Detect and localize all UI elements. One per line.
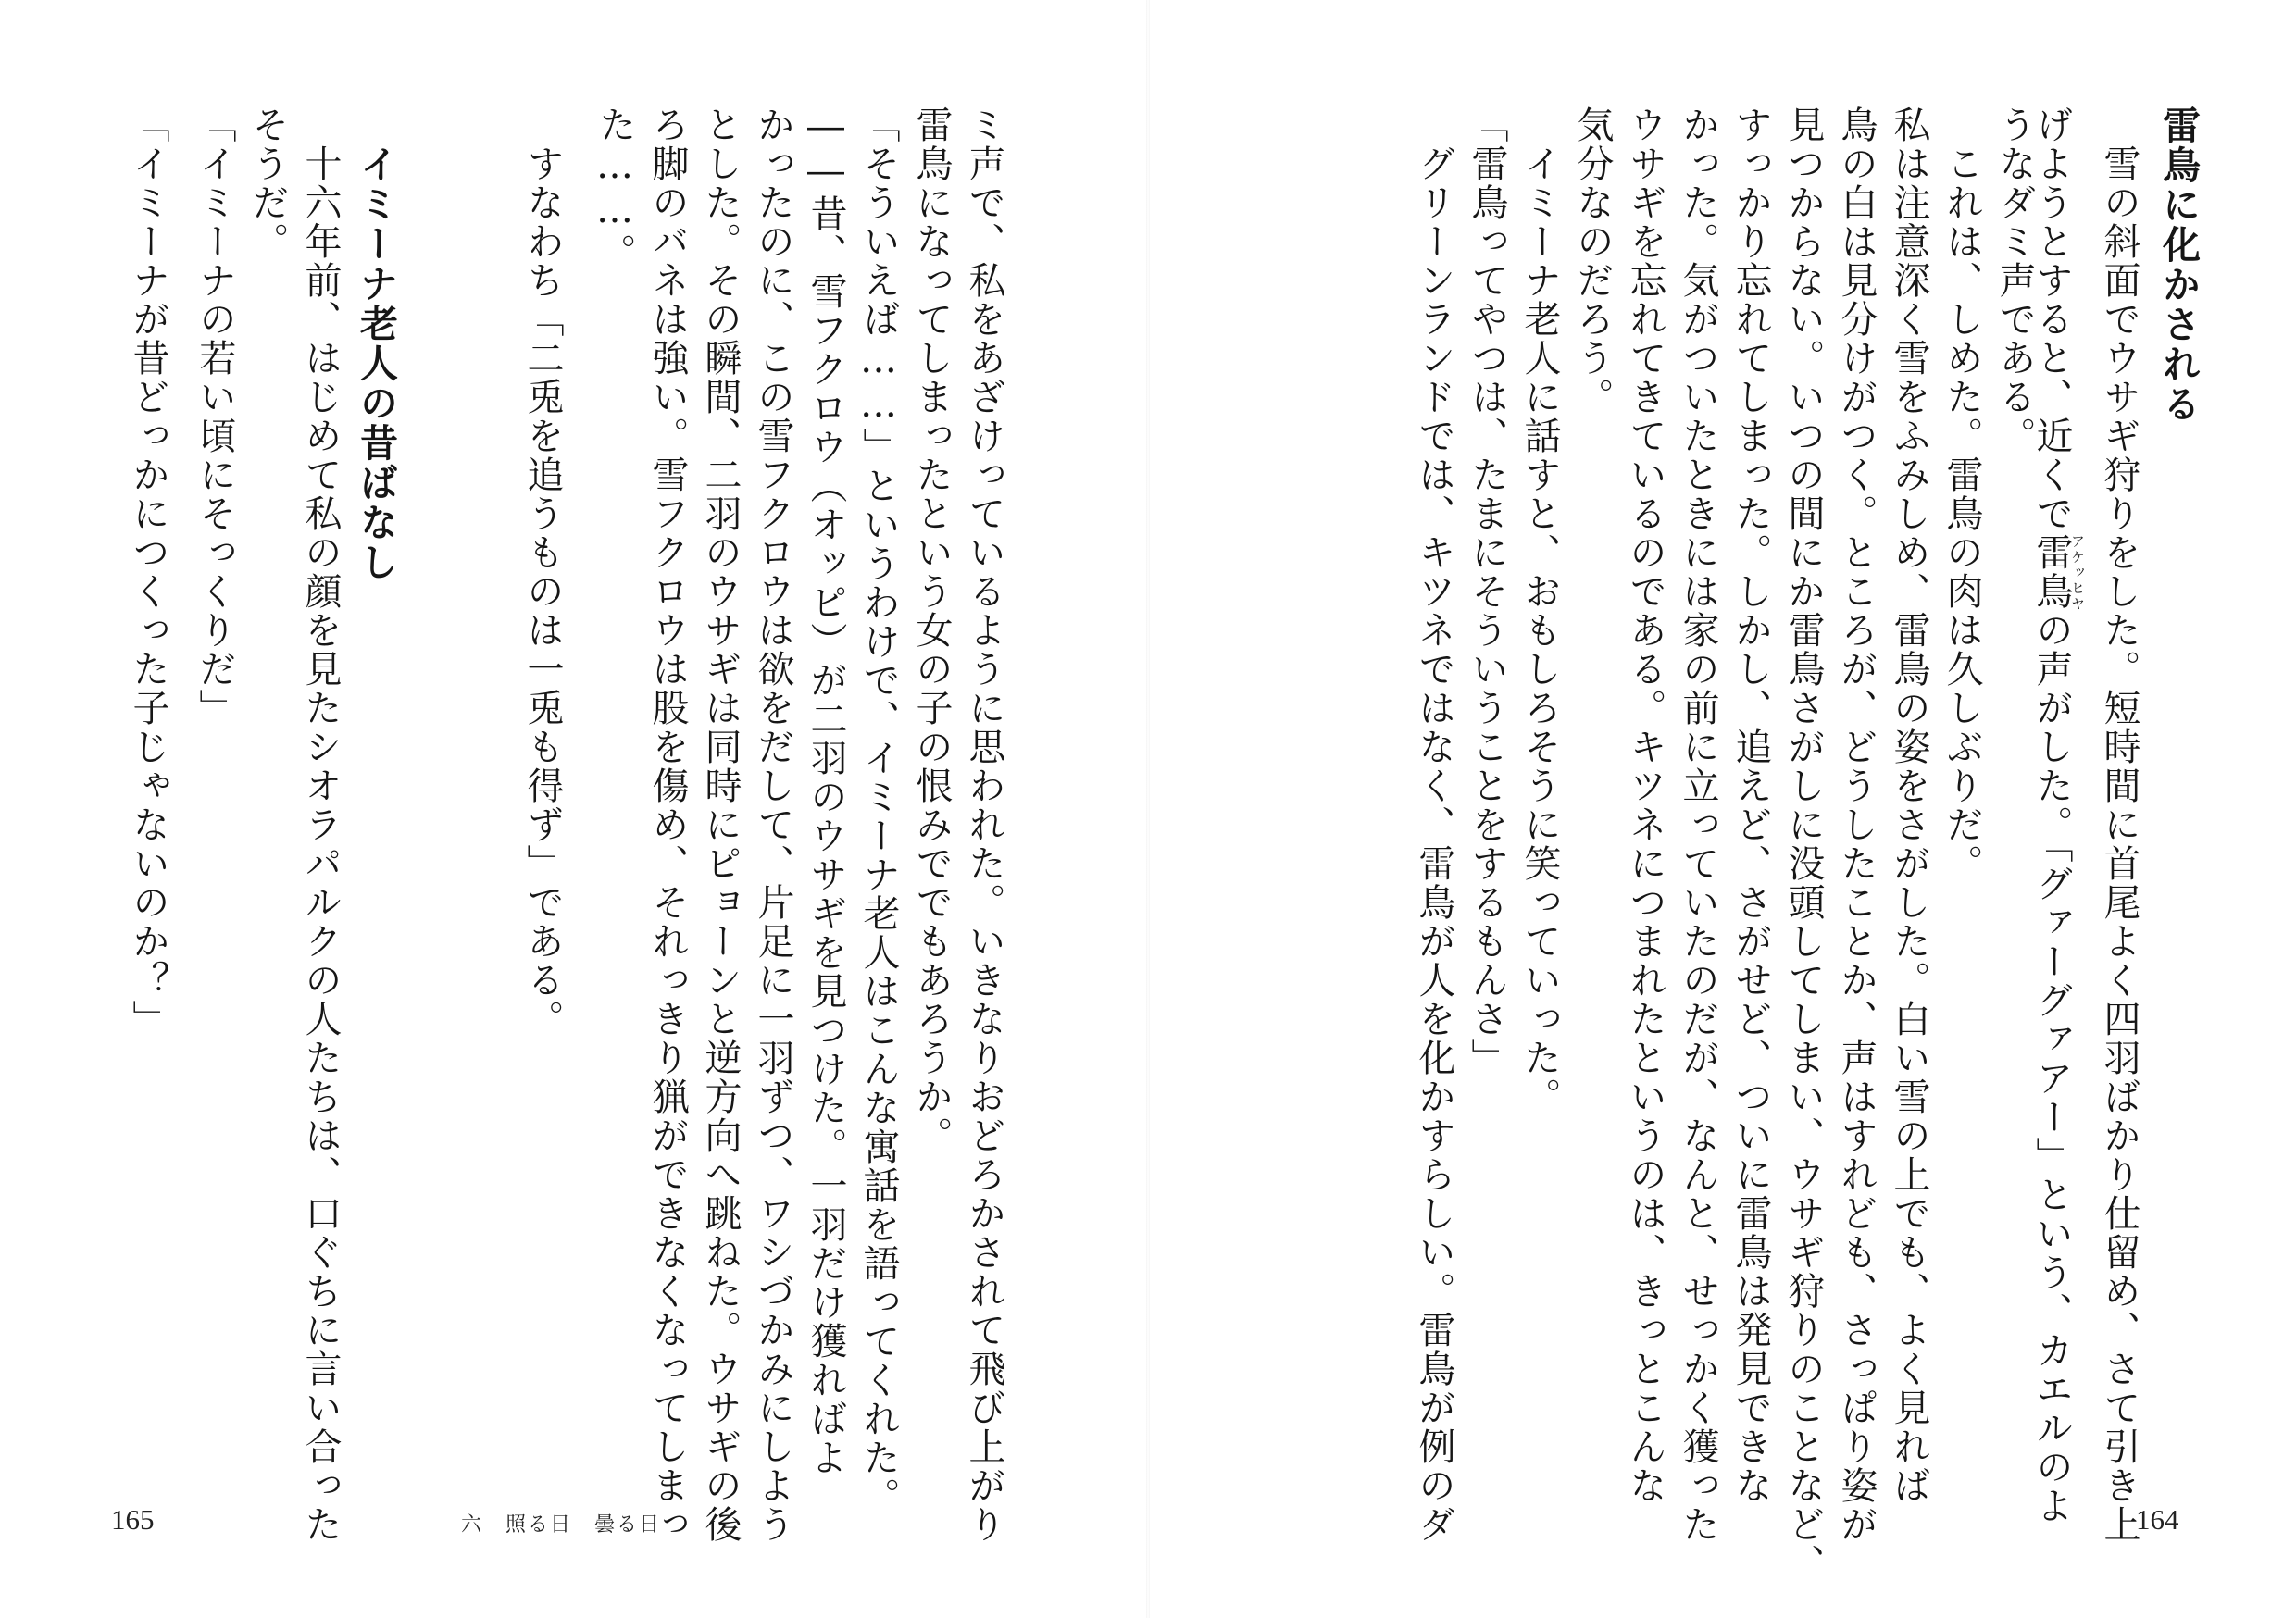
text-line: 「雷鳥ってやつは、たまにそういうことをするもんさ」	[1466, 106, 1508, 1077]
page-number: 165	[111, 1503, 155, 1536]
text-line: た……。	[593, 106, 636, 272]
text-line: 雷鳥になってしまったという女の子の恨みででもあろうか。	[910, 106, 953, 1155]
text-line: すなわち「二兎を追うものは一兎も得ず」である。	[521, 144, 564, 1039]
text-line: 見つからない。いつの間にか雷鳥さがしに没頭してしまい、ウサギ狩りのことなど、	[1782, 106, 1825, 1583]
text-line: 「そういえば……」というわけで、イミーナ老人はこんな寓話を語ってくれた。	[857, 106, 900, 1516]
page-164	[1148, 0, 2296, 1618]
text-line: そうだ。	[246, 106, 289, 261]
text-line: ミ声で、私をあざけっているように思われた。いきなりおどろかされて飛び上がり	[963, 106, 1005, 1544]
text-line: 雪の斜面でウサギ狩りをした。短時間に首尾よく四羽ばかり仕留め、さて引き上	[2098, 144, 2140, 1544]
ruby-annotation: 雷鳥アケッヒヤ	[2030, 533, 2086, 611]
text-line: 私は注意深く雪をふみしめ、雷鳥の姿をさがした。白い雪の上でも、よく見れば	[1888, 106, 1930, 1505]
page-number: 164	[2136, 1503, 2179, 1536]
text-line: グリーンランドでは、キツネではなく、雷鳥が人を化かすらしい。雷鳥が例のダ	[1413, 144, 1455, 1544]
text-line: かった。気がついたときには家の前に立っていたのだが、なんと、せっかく獲った	[1677, 106, 1719, 1544]
text-line: とした。その瞬間、二羽のウサギは同時にピョーンと逆方向へ跳ねた。ウサギの後	[699, 106, 742, 1544]
running-head: 六 照る日 曇る日	[461, 1513, 662, 1537]
text-line: ろ脚のバネは強い。雪フクロウは股を傷め、それっきり猟ができなくなってしまっ	[646, 106, 689, 1544]
text-line: ウサギを忘れてきているのである。キツネにつまれたというのは、きっとこんな	[1624, 106, 1666, 1505]
section-heading: イミーナ老人の昔ばなし	[354, 144, 398, 582]
text-line: 気分なのだろう。	[1571, 106, 1614, 417]
text-line: うなダミ声である。	[1993, 106, 2036, 455]
section-heading: 雷鳥に化かされる	[2156, 106, 2201, 424]
text-line: イミーナ老人に話すと、おもしろそうに笑っていった。	[1518, 144, 1561, 1116]
text-line-with-ruby: げようとすると、近くで雷鳥アケッヒヤの声がした。「グァーグァアー」という、カエルのよ	[2030, 106, 2086, 1525]
text-line: すっかり忘れてしまった。しかし、追えど、さがせど、ついに雷鳥は発見できな	[1729, 106, 1772, 1505]
text-line: これは、しめた。雷鳥の肉は久しぶりだ。	[1940, 144, 1983, 883]
text-line: 十六年前、はじめて私の顔を見たシオラパルクの人たちは、口ぐちに言い合った	[299, 144, 342, 1544]
text-line: 「イミーナが昔どっかにつくった子じゃないのか？」	[127, 106, 169, 1039]
text-line: 鳥の白は見分けがつく。ところが、どうしたことか、声はすれども、さっぱり姿が	[1835, 106, 1878, 1544]
text-line: 「イミーナの若い頃にそっくりだ」	[193, 106, 236, 728]
text-line: かったのに、この雪フクロウは欲をだして、片足に一羽ずつ、ワシづかみにしよう	[752, 106, 794, 1544]
text-line: ――昔、雪フクロウ（オッピ）が二羽のウサギを見つけた。一羽だけ獲ればよ	[805, 106, 847, 1477]
